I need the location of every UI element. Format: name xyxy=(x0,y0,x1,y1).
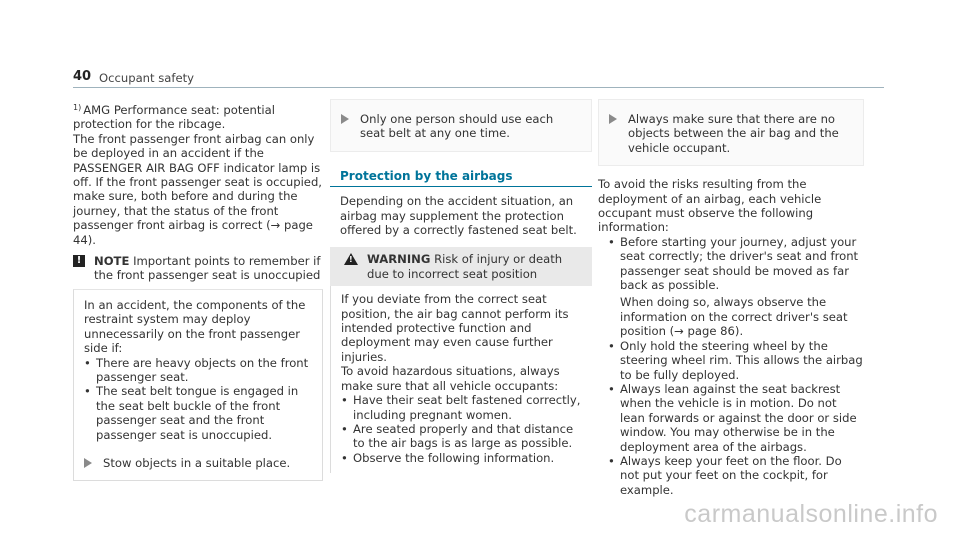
note-header xyxy=(73,254,323,283)
list-item-extra: When doing so, always observe the information on the correct driver's seat position (→ page 86). xyxy=(620,295,848,339)
list-item: • Are seated properly and that distance to the air bags is as large as possible. xyxy=(341,422,582,451)
play-arrow-icon xyxy=(341,114,349,124)
list-item-text: • Always lean against the seat backrest when the vehicle is in motion. Do not lean forwards or against the door or side window. You may otherwise be in the deployment area of the airbags. xyxy=(620,381,857,454)
list-item xyxy=(608,382,864,454)
warning-text-2: To avoid hazardous situations, always make sure that all vehicle occupants: xyxy=(341,364,560,393)
note-title: Important points to remember if the front passenger seat is unoccupied xyxy=(94,254,321,283)
list-item-text: • Only hold the steering wheel by the steering wheel rim. This allows the airbag to be fully deployed. xyxy=(620,338,863,382)
list-item-text: • Before starting your journey, adjust your seat correctly; the driver's seat and front passenger seat should be moved as far back as possible. xyxy=(620,234,859,293)
note-step-text: Stow objects in a suitable place. xyxy=(103,455,291,470)
list-item: • Observe the following information. xyxy=(341,451,582,465)
airbag-intro: Depending on the accident situation, an airbag may supplement the protection offered by a correctly fastened seat belt. xyxy=(340,194,577,238)
warning-body xyxy=(330,286,592,473)
warning-label: WARNING xyxy=(367,252,431,267)
warning-triangle-icon: ! xyxy=(344,253,358,265)
list-item: • There are heavy objects on the front passenger seat. xyxy=(84,356,312,385)
page-title: Occupant safety xyxy=(99,71,195,85)
note-box xyxy=(73,289,323,481)
column-3 xyxy=(598,99,864,497)
warning-text-1: If you deviate from the correct seat position, the air bag cannot perform its intended protective function and deployment may even cause further injuries. xyxy=(341,292,569,364)
note-bullet-list xyxy=(84,356,312,442)
list-item xyxy=(608,454,864,497)
exclamation-icon: ! xyxy=(73,255,85,267)
play-arrow-icon xyxy=(609,114,617,124)
page-number: 40 xyxy=(73,69,92,84)
column-2 xyxy=(330,99,592,473)
warning-title: Risk of injury or death due to incorrect seat position xyxy=(367,252,563,281)
section-heading-wrap xyxy=(330,169,592,187)
seat-belt-step-text: Only one person should use each seat belt at any one time. xyxy=(360,112,554,141)
section-heading: Protection by the airbags xyxy=(340,168,513,183)
header-divider xyxy=(73,87,884,88)
airbag-paragraph: The front passenger front airbag can only be deployed in an accident if the PASSENGER AIR BAG OFF indicator lamp is off. If the front passenger seat is occupied, make sure, both before and during the journey, that the status of the front passenger front airbag is correct (→ page 44). xyxy=(73,131,322,247)
air-bag-step-text: Always make sure that there are no objects between the air bag and the vehicle occupant. xyxy=(628,112,839,155)
warning-bullet-list xyxy=(341,393,582,465)
air-bag-step-box xyxy=(598,99,864,166)
list-item: • The seat belt tongue is engaged in the seat belt buckle of the front passenger seat and the front passenger seat is unoccupied. xyxy=(84,384,312,442)
note-intro: In an accident, the components of the restraint system may deploy unnecessarily on the front passenger side if: xyxy=(84,297,306,356)
column-1 xyxy=(73,103,323,481)
note-label: NOTE xyxy=(94,254,130,269)
note-step xyxy=(84,456,312,470)
occupant-bullet-list xyxy=(608,235,864,497)
note-heading xyxy=(94,254,323,283)
list-item xyxy=(608,339,864,382)
watermark: carmanualsonline.info xyxy=(684,499,938,528)
list-item: • Have their seat belt fastened correctly, including pregnant women. xyxy=(341,393,582,422)
warning-header xyxy=(330,247,592,286)
section-heading-rule xyxy=(330,186,592,187)
warning-heading xyxy=(367,252,582,281)
play-arrow-icon xyxy=(84,458,92,468)
deployment-paragraph: To avoid the risks resulting from the deployment of an airbag, each vehicle occupant must observe the following information: xyxy=(598,177,822,235)
list-item-text: • Always keep your feet on the floor. Do not put your feet on the cockpit, for example. xyxy=(620,453,842,497)
seat-belt-step xyxy=(341,112,581,141)
list-item xyxy=(608,235,864,339)
footnote xyxy=(73,103,323,132)
footnote-marker: 1) xyxy=(73,103,82,112)
air-bag-step xyxy=(609,112,853,155)
seat-belt-step-box xyxy=(330,99,592,152)
footnote-text: AMG Performance seat: potential protection for the ribcage. xyxy=(73,103,275,132)
